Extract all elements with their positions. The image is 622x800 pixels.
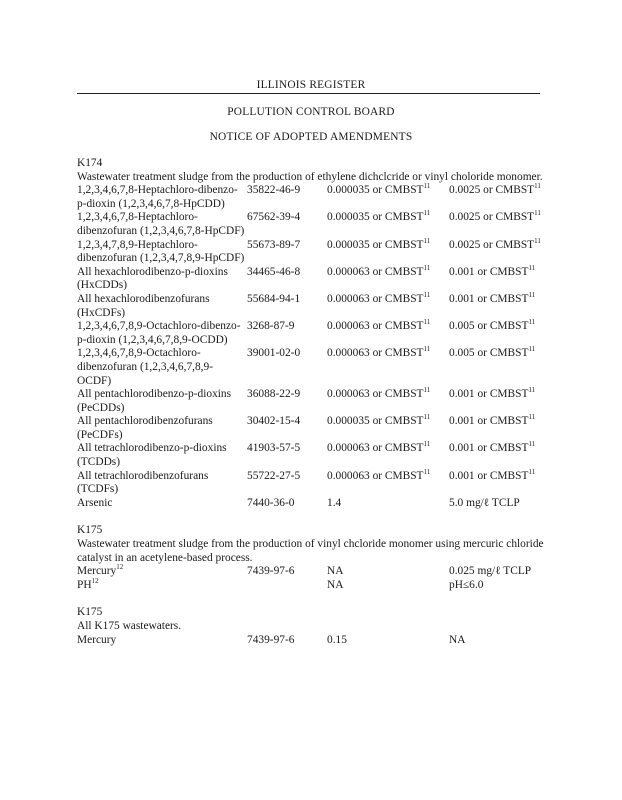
wastewater-standard: 0.000035 or CMBST (327, 211, 424, 224)
cas-number: 30402-15-4 (247, 415, 301, 428)
constituent-name-cell (77, 497, 247, 511)
footnote-marker: 11 (528, 467, 536, 476)
cas-number-cell (247, 497, 327, 511)
constituent-name: All hexachlorodibenzo-p-dioxins (HxCDDs) (77, 265, 228, 292)
wastewater-standard: 1.4 (327, 496, 342, 509)
wastewater-standard-cell (327, 442, 449, 469)
footnote-marker: 11 (423, 413, 431, 422)
table-row (77, 415, 547, 442)
nonwastewater-standard: 0.001 or CMBST (449, 265, 529, 278)
nonwastewater-standard-cell (449, 290, 547, 320)
cas-number-cell (247, 184, 327, 211)
cas-number: 39001-02-0 (247, 347, 301, 360)
footnote-marker: 11 (528, 413, 536, 422)
constituent-name: All pentachlorodibenzofurans (PeCDFs) (77, 415, 213, 441)
wastewater-standard-cell (327, 467, 449, 497)
constituent-name: 1,2,3,4,6,7,8-Heptachloro-dibenzofuran (1,2,3,4,6,7,8-HpCDF) (77, 211, 245, 237)
constituent-name: 1,2,3,4,6,7,8-Heptachloro-dibenzo-p-dioxin (1,2,3,4,6,7,8-HpCDD) (77, 184, 238, 210)
table-row (77, 184, 547, 211)
cas-number: 7439-97-6 (247, 565, 295, 578)
table-row (77, 293, 547, 320)
constituent-name-cell (77, 442, 247, 469)
wastewater-standard: 0.15 (327, 633, 347, 646)
nonwastewater-standard-cell (449, 634, 547, 648)
nonwastewater-standard-cell (449, 263, 547, 293)
nonwastewater-standard: 0.005 or CMBST (449, 320, 529, 333)
footnote-marker: 11 (423, 209, 431, 218)
constituent-name-cell (77, 634, 247, 648)
nonwastewater-standard: 0.001 or CMBST (449, 415, 529, 428)
wastewater-standard: 0.000063 or CMBST (327, 347, 424, 360)
table-row (77, 347, 547, 388)
nonwastewater-standard: 0.001 or CMBST (449, 442, 529, 455)
nonwastewater-standard-cell (449, 415, 547, 442)
nonwastewater-standard: 5.0 mg/ℓ TCLP (449, 496, 520, 509)
constituent-name-cell (77, 347, 247, 388)
wastewater-standard-cell (327, 497, 449, 511)
nonwastewater-standard-cell (449, 565, 547, 579)
footnote-marker: 11 (528, 318, 536, 327)
table-row (77, 388, 547, 415)
footnote-marker: 12 (91, 576, 99, 585)
cas-number-cell (247, 347, 327, 388)
waste-code: K175 (77, 606, 103, 619)
cas-number-cell (247, 211, 327, 238)
nonwastewater-standard-cell (449, 442, 547, 469)
cas-number-cell (247, 470, 327, 497)
cas-number-cell (247, 565, 327, 579)
constituent-name-cell (77, 239, 247, 266)
nonwastewater-standard: 0.0025 or CMBST (449, 184, 535, 197)
nonwastewater-standard: NA (449, 633, 466, 646)
footnote-marker: 12 (116, 563, 124, 572)
cas-number: 55684-94-1 (247, 292, 301, 305)
nonwastewater-standard-cell (449, 497, 547, 511)
footnote-marker: 11 (528, 386, 536, 395)
cas-number: 36088-22-9 (247, 388, 301, 401)
cas-number-cell (247, 442, 327, 469)
cas-number-cell (247, 239, 327, 266)
constituent-name-cell (77, 320, 247, 347)
constituent-name: All tetrachlorodibenzo-p-dioxins (TCDDs) (77, 442, 227, 469)
waste-description: All K175 wastewaters. (77, 620, 182, 632)
constituent-name-cell (77, 565, 247, 579)
constituent-name: Arsenic (77, 496, 113, 509)
wastewater-standard-cell (327, 347, 449, 388)
wastewater-standard-cell (327, 236, 449, 266)
wastewater-standard-cell (327, 634, 449, 648)
nonwastewater-standard-cell (449, 184, 547, 211)
wastewater-standard: 0.000035 or CMBST (327, 238, 424, 251)
footnote-marker: 11 (423, 236, 431, 245)
wastewater-standard-cell (327, 263, 449, 293)
constituent-table (77, 565, 547, 592)
waste-description: Wastewater treatment sludge from the production of ethylene dichclcride or vinyl choloride monomer. (77, 170, 543, 183)
constituent-table (77, 184, 547, 510)
table-row (77, 634, 547, 648)
constituent-name: Mercury (77, 633, 117, 646)
constituent-name: All pentachlorodibenzo-p-dioxins (PeCDDs) (77, 388, 232, 414)
wastewater-standard: 0.000063 or CMBST (327, 442, 424, 455)
nonwastewater-standard: 0.001 or CMBST (449, 292, 529, 305)
table-row (77, 565, 547, 579)
cas-number: 35822-46-9 (247, 184, 301, 197)
wastewater-standard-cell (327, 388, 449, 415)
notice-title: NOTICE OF ADOPTED AMENDMENTS (209, 131, 413, 143)
cas-number-cell (247, 634, 327, 648)
nonwastewater-standard-cell (449, 388, 547, 415)
footnote-marker: 11 (423, 440, 431, 449)
nonwastewater-standard: pH≤6.0 (449, 578, 484, 591)
wastewater-standard: 0.000063 or CMBST (327, 265, 424, 278)
nonwastewater-standard-cell (449, 236, 547, 266)
waste-description: Wastewater treatment sludge from the production of vinyl chcloride monomer using mercuric chloride catalyst in an acetylene-based process. (77, 538, 544, 564)
footnote-marker: 11 (534, 236, 541, 245)
waste-code: K174 (77, 157, 103, 169)
cas-number: 67562-39-4 (247, 211, 301, 224)
cas-number-cell (247, 293, 327, 320)
header-rule (77, 93, 540, 94)
table-row (77, 579, 547, 593)
table-row (77, 442, 547, 469)
table-row (77, 239, 547, 266)
table-row (77, 320, 547, 347)
section-gap (77, 510, 547, 524)
table-row (77, 266, 547, 293)
footnote-marker: 11 (423, 345, 431, 354)
footnote-marker: 11 (423, 467, 431, 476)
register-title: ILLINOIS REGISTER (256, 79, 366, 91)
footnote-marker: 11 (423, 318, 431, 327)
constituent-name-cell (77, 388, 247, 415)
wastewater-standard-cell (327, 320, 449, 347)
cas-number-cell (247, 579, 327, 593)
cas-number: 3268-87-9 (247, 320, 295, 333)
wastewater-standard-cell (327, 579, 449, 593)
constituent-table (77, 634, 547, 648)
cas-number: 7439-97-6 (247, 633, 295, 646)
wastewater-standard: NA (327, 565, 344, 578)
cas-number: 7440-36-0 (247, 496, 295, 509)
constituent-name-cell (77, 470, 247, 497)
constituent-name: PH (77, 578, 92, 591)
waste-code: K175 (77, 524, 103, 537)
cas-number: 34465-46-8 (247, 265, 301, 278)
nonwastewater-standard: 0.001 or CMBST (449, 388, 529, 401)
footnote-marker: 11 (534, 209, 541, 218)
document-body (77, 157, 547, 647)
nonwastewater-standard: 0.005 or CMBST (449, 347, 529, 360)
cas-number: 41903-57-5 (247, 442, 301, 455)
wastewater-standard: 0.000063 or CMBST (327, 388, 424, 401)
nonwastewater-standard-cell (449, 467, 547, 497)
wastewater-standard: 0.000063 or CMBST (327, 469, 424, 482)
footnote-marker: 11 (528, 440, 536, 449)
footnote-marker: 11 (528, 263, 536, 272)
wastewater-standard: 0.000063 or CMBST (327, 320, 424, 333)
wastewater-standard-cell (327, 184, 449, 211)
footnote-marker: 11 (423, 263, 431, 272)
footnote-marker: 11 (528, 345, 536, 354)
wastewater-standard: 0.000035 or CMBST (327, 415, 424, 428)
nonwastewater-standard: 0.025 mg/ℓ TCLP (449, 565, 532, 578)
wastewater-standard: 0.000035 or CMBST (327, 184, 424, 197)
wastewater-standard: 0.000063 or CMBST (327, 292, 424, 305)
footnote-marker: 11 (528, 290, 536, 299)
wastewater-standard: NA (327, 578, 344, 591)
wastewater-standard-cell (327, 565, 449, 579)
constituent-name: Mercury (77, 565, 117, 578)
cas-number-cell (247, 320, 327, 347)
wastewater-standard-cell (327, 415, 449, 442)
footnote-marker: 11 (534, 182, 541, 191)
footnote-marker: 11 (423, 386, 431, 395)
wastewater-standard-cell (327, 290, 449, 320)
nonwastewater-standard-cell (449, 347, 547, 388)
footnote-marker: 11 (423, 182, 431, 191)
constituent-name-cell (77, 211, 247, 238)
constituent-name-cell (77, 415, 247, 442)
constituent-name-cell (77, 266, 247, 293)
constituent-name: 1,2,3,4,6,7,8,9-Octachloro-dibenzo-p-dioxin (1,2,3,4,6,7,8,9-OCDD) (77, 320, 241, 346)
constituent-name: All hexachlorodibenzofurans (HxCDFs) (77, 292, 210, 319)
board-title: POLLUTION CONTROL BOARD (227, 106, 395, 118)
table-row (77, 470, 547, 497)
constituent-name: 1,2,3,4,6,7,8,9-Octachloro-dibenzofuran (1,2,3,4,6,7,8,9-OCDF) (77, 347, 214, 387)
nonwastewater-standard-cell (449, 320, 547, 347)
nonwastewater-standard: 0.0025 or CMBST (449, 238, 535, 251)
constituent-name-cell (77, 184, 247, 211)
wastewater-standard-cell (327, 211, 449, 238)
cas-number: 55673-89-7 (247, 238, 301, 251)
cas-number: 55722-27-5 (247, 469, 301, 482)
section-gap (77, 592, 547, 606)
nonwastewater-standard: 0.001 or CMBST (449, 469, 529, 482)
nonwastewater-standard: 0.0025 or CMBST (449, 211, 535, 224)
nonwastewater-standard-cell (449, 211, 547, 238)
constituent-name-cell (77, 293, 247, 320)
table-row (77, 497, 547, 511)
footnote-marker: 11 (423, 290, 431, 299)
nonwastewater-standard-cell (449, 579, 547, 593)
cas-number-cell (247, 415, 327, 442)
constituent-name: All tetrachlorodibenzofurans (TCDFs) (77, 469, 209, 496)
cas-number-cell (247, 266, 327, 293)
cas-number-cell (247, 388, 327, 415)
constituent-name-cell (77, 576, 247, 593)
table-row (77, 211, 547, 238)
constituent-name: 1,2,3,4,7,8,9-Heptachloro-dibenzofuran (1,2,3,4,7,8,9-HpCDF) (77, 238, 245, 265)
